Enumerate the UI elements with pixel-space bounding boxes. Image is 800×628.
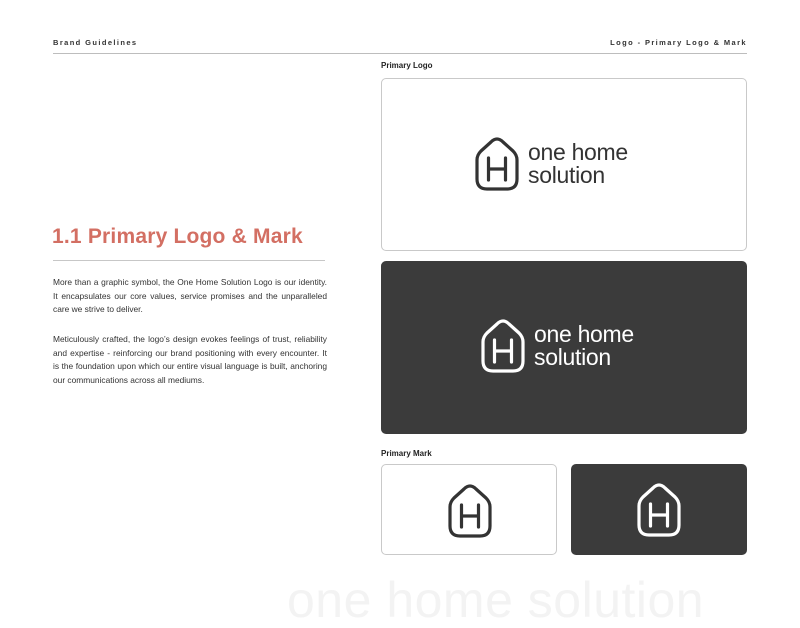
primary-mark-light-panel [381,464,557,555]
house-h-mark-icon [474,136,520,192]
primary-mark-dark-panel [571,464,747,555]
wordmark [534,323,634,369]
body-paragraph-2: Meticulously crafted, the logo’s design evokes feelings of trust, reliability and expertise - reinforcing our brand positioning with every encounter. It is the foundation upon which our entire visual language is built, anchoring our communications across all mediums. [53,334,327,385]
house-h-mark-icon [480,318,526,374]
body-paragraph-1: More than a graphic symbol, the One Home Solution Logo is our identity. It encapsulates our core values, service promises and the unparalleled care we strive to deliver. [53,277,327,314]
wordmark-line-2: solution [534,344,611,370]
section-title: 1.1 Primary Logo & Mark [52,225,303,248]
primary-logo-lockup-light [474,136,628,192]
primary-logo-light-panel [381,78,747,251]
wordmark-line-1: one home [528,139,628,165]
background-watermark: one home solution [287,572,705,628]
primary-mark-label: Primary Mark [381,449,432,458]
header-left-title: Brand Guidelines [53,38,138,47]
house-h-mark-icon [636,482,682,538]
wordmark [528,141,628,187]
house-h-mark-icon [447,483,493,539]
wordmark-line-1: one home [534,321,634,347]
section-title-divider [53,260,325,261]
primary-logo-lockup-dark [480,318,634,374]
primary-logo-dark-panel [381,261,747,434]
header-divider [53,53,747,54]
header-right-title: Logo - Primary Logo & Mark [610,38,747,47]
primary-logo-label: Primary Logo [381,61,433,70]
wordmark-line-2: solution [528,162,605,188]
